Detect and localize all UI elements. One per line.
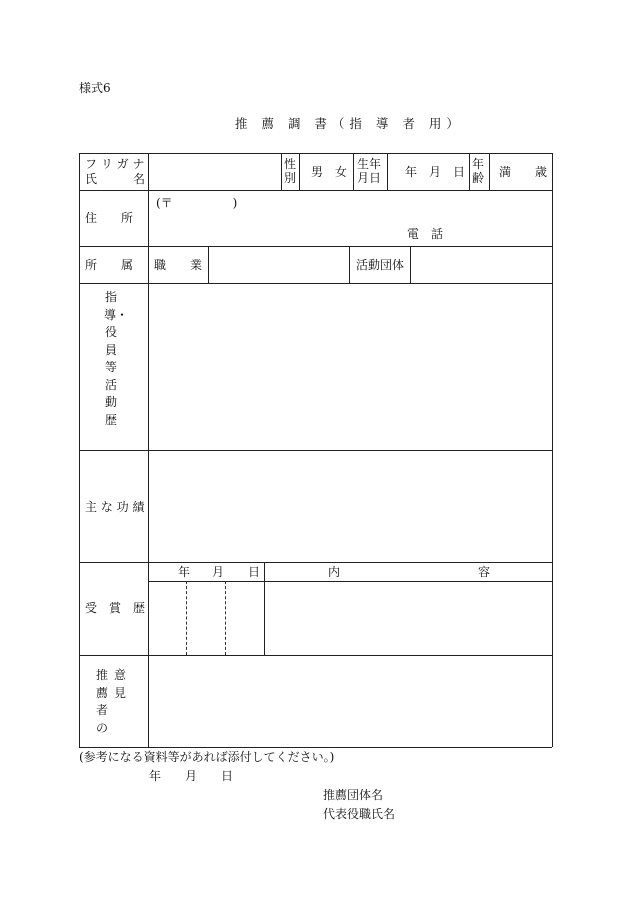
attachment-note: (参考になる資料等があれば添付してください。) — [79, 750, 335, 764]
age-field[interactable]: 満 歳 — [499, 165, 548, 179]
page-title: 推 薦 調 書（指 導 者 用） — [235, 116, 464, 131]
occupation-field[interactable] — [209, 247, 348, 282]
occupation-label: 職 業 — [154, 258, 203, 272]
activity-group-field[interactable] — [411, 247, 551, 282]
opinion-field[interactable] — [149, 656, 551, 746]
footer-date[interactable]: 年 月 日 — [149, 769, 234, 783]
career-label: 指導・役員等活動歴 — [104, 290, 129, 427]
address-label: 住 所 — [85, 211, 134, 225]
form-number: 様式6 — [79, 81, 111, 95]
postal-code-field[interactable]: (〒 ) — [156, 196, 238, 210]
gender-label-line1: 性 — [284, 157, 297, 171]
opinion-label-col2: 意 見 — [113, 668, 139, 700]
age-label-line1: 年 — [472, 157, 485, 171]
furigana-label: フ リ ガ ナ — [85, 157, 145, 171]
awards-col-content-2: 容 — [478, 565, 491, 579]
phone-label: 電 話 — [407, 227, 444, 241]
name-field[interactable] — [149, 154, 280, 189]
affiliation-label: 所 属 — [85, 258, 134, 272]
awards-label: 受 賞 歴 — [85, 601, 146, 615]
opinion-label-col1: 推薦者の — [95, 668, 108, 735]
activity-group-label: 活動団体 — [356, 258, 405, 272]
awards-col-month: 月 — [212, 565, 225, 579]
awards-content-field[interactable] — [265, 582, 551, 654]
achievements-label: 主 な 功 績 — [85, 500, 145, 514]
awards-col-day: 日 — [248, 565, 261, 579]
gender-label-line2: 別 — [284, 171, 297, 185]
awards-col-content-1: 内 — [328, 565, 341, 579]
gender-options[interactable]: 男 女 — [311, 165, 348, 179]
name-label: 氏 名 — [85, 172, 146, 186]
career-field[interactable] — [149, 284, 551, 449]
achievements-field[interactable] — [149, 451, 551, 561]
birth-label-line2: 月日 — [357, 171, 382, 185]
birth-label-line1: 生年 — [357, 157, 382, 171]
awards-col-year: 年 — [178, 565, 191, 579]
age-label-line2: 齢 — [472, 171, 485, 185]
birth-date-field[interactable]: 年 月 日 — [405, 165, 466, 179]
representative-name-label: 代表役職氏名 — [323, 807, 396, 821]
address-field[interactable] — [149, 191, 551, 245]
recommending-group-name-label: 推薦団体名 — [323, 788, 384, 802]
awards-date-field[interactable] — [149, 582, 263, 654]
